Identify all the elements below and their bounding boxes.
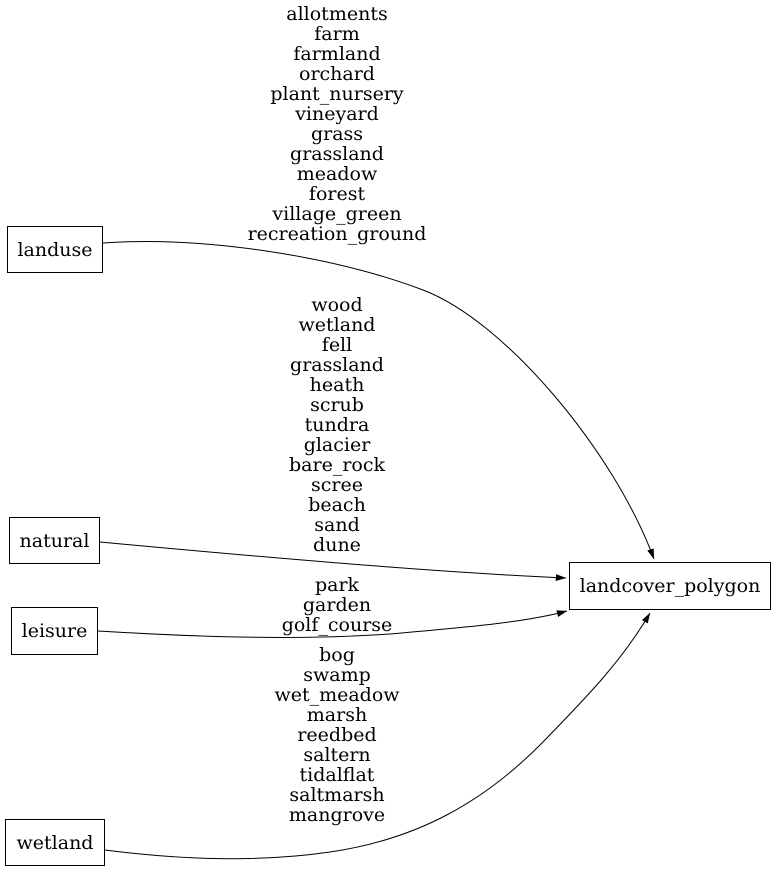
node-leisure-label: leisure [21,620,88,642]
edge-label-line: wet_meadow [274,684,400,706]
edge-label-line: sand [314,514,360,536]
edge-label-line: scrub [310,394,364,416]
node-landcover_polygon [569,562,771,610]
edge-label-line: tundra [304,414,370,436]
edge-label-line: scree [311,474,363,496]
edge-label-line: vineyard [295,103,379,125]
edge-label-line: beach [308,494,366,516]
node-wetland-label: wetland [16,831,94,854]
edge-label-line: park [314,574,360,596]
edge-label-line: forest [308,183,366,205]
node-leisure [11,607,98,655]
edge-label-line: grass [310,123,364,145]
edge-label-line: wetland [298,314,376,336]
edge-label-line: bog [319,644,355,666]
edge-label-line: swamp [303,664,371,686]
edge-label-wetland-values [227,645,447,825]
node-natural-label: natural [19,529,90,552]
edge-label-line: village_green [272,203,402,225]
edge-label-line: reedbed [297,724,377,746]
edge-label-line: grassland [290,354,384,376]
edge-label-line: allotments [286,3,388,25]
node-landuse [7,226,103,273]
node-natural [9,517,100,564]
edge-label-line: marsh [306,704,368,726]
node-landcover_polygon-label: landcover_polygon [579,575,761,597]
edge-label-line: farm [314,23,360,45]
edge-label-line: recreation_ground [247,223,427,245]
edge-label-line: plant_nursery [270,83,404,105]
edge-label-line: grassland [290,143,384,165]
edge-label-line: garden [302,594,372,616]
edge-label-line: glacier [303,434,371,456]
node-wetland [5,819,105,866]
edge-label-line: fell [321,334,353,356]
edge-label-line: golf_course [281,614,393,636]
edge-label-line: saltmarsh [289,784,385,806]
edge-label-line: wood [311,294,363,316]
edge-label-line: mangrove [288,804,386,826]
edge-label-natural-values [227,295,447,555]
edge-label-line: heath [309,374,365,396]
edge-label-line: dune [313,534,361,556]
edge-label-line: saltern [303,744,371,766]
edge-label-landuse-values [227,4,447,244]
edge-label-line: tidalflat [299,764,375,786]
edge-label-line: orchard [299,63,375,85]
node-landuse-label: landuse [17,238,93,261]
edge-label-leisure-values [227,575,447,635]
edge-label-line: bare_rock [289,454,385,476]
edge-label-line: meadow [296,163,378,185]
edge-label-line: farmland [293,43,381,65]
